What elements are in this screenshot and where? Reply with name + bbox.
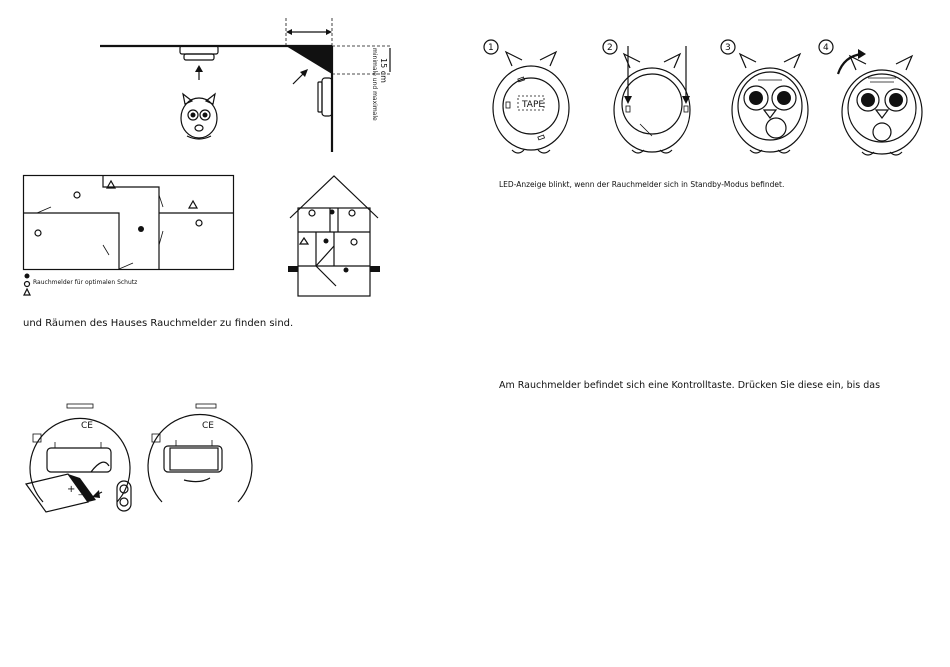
legend-hollow-label: Rauchmelder für optimalen Schutz bbox=[33, 279, 138, 286]
owl-step-3 bbox=[720, 38, 820, 162]
step-number-4: 4 bbox=[823, 43, 829, 53]
right-paragraph-1: LED-Anzeige blinkt, wenn der Rauchmelder sich in Standby-Modus befindet. bbox=[499, 180, 785, 189]
ceiling-mounting-diagram bbox=[100, 18, 400, 158]
battery-installed-diagram bbox=[140, 388, 260, 512]
distance-label: 15 cm bbox=[379, 58, 388, 83]
step-number-2: 2 bbox=[607, 43, 613, 53]
ce-mark-2: CE bbox=[202, 421, 214, 431]
legend-hollow-dot bbox=[23, 280, 31, 288]
owl-step-4 bbox=[818, 38, 928, 162]
battery-pack bbox=[22, 468, 112, 528]
right-paragraph-2: Am Rauchmelder befindet sich eine Kontrolltaste. Drücken Sie diese ein, bis das bbox=[499, 380, 881, 391]
step-number-3: 3 bbox=[725, 43, 731, 53]
ce-mark-1: CE bbox=[81, 421, 93, 431]
battery-minus: – bbox=[78, 490, 83, 500]
owl-step-2 bbox=[602, 38, 702, 162]
floor-plan-diagram bbox=[23, 175, 235, 271]
owl-step-1 bbox=[482, 38, 578, 158]
step-number-1: 1 bbox=[488, 43, 494, 53]
legend-filled-dot bbox=[23, 272, 31, 280]
left-paragraph-1: und Räumen des Hauses Rauchmelder zu finden sind. bbox=[23, 318, 294, 329]
battery-plus: + bbox=[67, 484, 76, 495]
test-button-icon bbox=[116, 480, 132, 512]
tape-label: TAPE bbox=[522, 100, 545, 110]
distance-sub-label: minimale und maximale bbox=[371, 48, 378, 121]
legend-triangle bbox=[23, 288, 31, 296]
house-section-diagram bbox=[286, 174, 382, 298]
